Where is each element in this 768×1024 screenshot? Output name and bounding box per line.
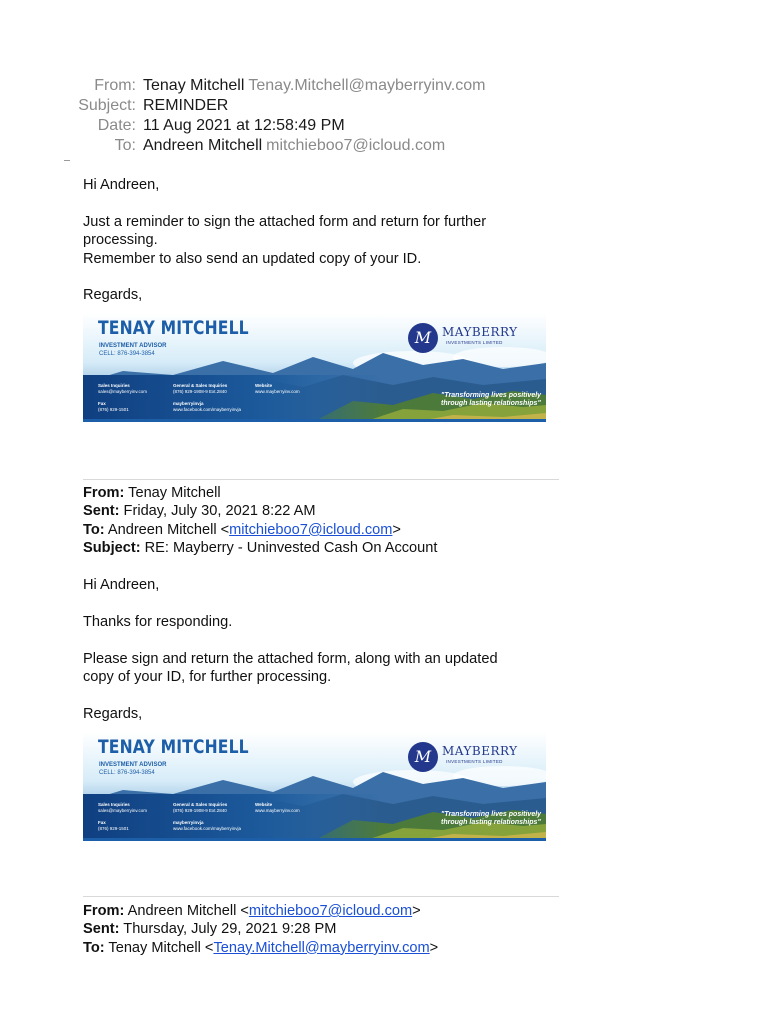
message-2-body xyxy=(83,484,498,723)
mail-icon-label: Sales Inquiries xyxy=(98,383,130,388)
meta-value: Tenay Mitchell xyxy=(128,485,221,501)
to-email[interactable]: mitchieboo7@icloud.com xyxy=(266,137,446,154)
website-link[interactable]: www.mayberryinv.com xyxy=(255,389,300,394)
tagline-line: "Transforming lives positively xyxy=(441,811,542,818)
closing: Regards, xyxy=(83,287,143,304)
signature-cell: CELL: 876-394-3854 xyxy=(99,770,155,776)
fax-info xyxy=(98,820,129,832)
signature-cell: CELL: 876-394-3854 xyxy=(99,351,155,357)
body-line: Remember to also send an updated copy of your ID. xyxy=(83,250,422,267)
website-info xyxy=(255,383,300,395)
subject-label: Subject: xyxy=(78,97,136,114)
social-info xyxy=(173,820,241,832)
general-phone: (876) 929-1908-9 Ext.2840 xyxy=(173,808,227,813)
meta-to xyxy=(83,521,498,539)
meta-value: Thursday, July 29, 2021 9:28 PM xyxy=(123,921,337,938)
meta-value: Andreen Mitchell < xyxy=(127,903,249,919)
from-name: Tenay Mitchell xyxy=(143,77,245,94)
meta-value: Friday, July 30, 2021 8:22 AM xyxy=(123,503,316,520)
meta-value: Tenay Mitchell < xyxy=(108,939,214,956)
greeting: Hi Andreen, xyxy=(83,577,160,594)
subject-value: REMINDER xyxy=(143,97,229,114)
globe-icon-label: Website xyxy=(255,802,273,807)
meta-value: RE: Mayberry - Uninvested Cash On Account xyxy=(144,540,438,557)
body-line: copy of your ID, for further processing. xyxy=(83,669,332,686)
fax-icon-label: Fax xyxy=(98,820,106,825)
meta-value: > xyxy=(429,939,439,956)
social-info xyxy=(173,401,241,413)
email-link[interactable]: mitchieboo7@icloud.com xyxy=(229,521,393,538)
date-value: 11 Aug 2021 at 12:58:49 PM xyxy=(143,117,345,134)
message-1-body xyxy=(83,176,486,305)
meta-label: From: xyxy=(83,903,125,919)
facebook-icon-label: mayberryinvja xyxy=(173,401,204,406)
meta-from xyxy=(83,902,438,920)
sales-email[interactable]: sales@mayberryinv.com xyxy=(98,808,147,813)
fax-number: (876) 929-1501 xyxy=(98,826,129,831)
meta-label: Sent: xyxy=(83,921,120,938)
meta-label: From: xyxy=(83,485,125,501)
sales-email[interactable]: sales@mayberryinv.com xyxy=(98,389,147,394)
closing: Regards, xyxy=(83,705,143,722)
signature-name: TENAY MITCHELL xyxy=(98,317,249,339)
email-link[interactable]: Tenay.Mitchell@mayberryinv.com xyxy=(213,939,430,956)
body-line: Thanks for responding. xyxy=(83,613,233,630)
brand-subtitle: INVESTMENTS LIMITED xyxy=(446,340,503,345)
meta-label: Subject: xyxy=(83,540,141,557)
from-email[interactable]: Tenay.Mitchell@mayberryinv.com xyxy=(248,77,486,94)
mayberry-logo-icon: M xyxy=(408,323,438,353)
meta-value: > xyxy=(392,521,401,538)
facebook-link[interactable]: www.facebook.com/mayberryinvja xyxy=(173,826,242,831)
meta-to xyxy=(83,939,438,957)
meta-value: > xyxy=(412,903,421,919)
signature-name: TENAY MITCHELL xyxy=(98,736,249,758)
email-link[interactable]: mitchieboo7@icloud.com xyxy=(248,903,413,919)
date-label: Date: xyxy=(97,117,136,134)
to-label: To: xyxy=(114,137,136,154)
body-line: processing. xyxy=(83,232,158,249)
email-header xyxy=(0,76,700,156)
tagline-line: "Transforming lives positively xyxy=(441,392,542,399)
general-info xyxy=(173,802,227,814)
fax-info xyxy=(98,401,129,413)
meta-sent xyxy=(83,920,438,938)
facebook-icon-label: mayberryinvja xyxy=(173,820,204,825)
facebook-link[interactable]: www.facebook.com/mayberryinvja xyxy=(173,407,242,412)
meta-value: Andreen Mitchell < xyxy=(107,521,230,538)
tagline-line: through lasting relationships" xyxy=(441,400,541,407)
signature-banner xyxy=(83,732,546,841)
body-line: Please sign and return the attached form, along with an updated xyxy=(83,650,498,667)
meta-label: To: xyxy=(83,939,105,956)
globe-icon-label: Website xyxy=(255,383,273,388)
phone-icon-label: General & Sales Inquiries xyxy=(173,383,228,388)
signature-title: INVESTMENT ADVISOR xyxy=(99,343,167,349)
sales-info xyxy=(98,802,147,814)
tagline xyxy=(441,811,541,827)
header-subject-row xyxy=(0,96,700,116)
signature-banner xyxy=(83,313,546,422)
message-3-body xyxy=(83,902,438,957)
header-to-row xyxy=(0,136,700,156)
brand-name: MAYBERRY xyxy=(442,325,518,339)
header-from-row xyxy=(0,76,700,96)
to-name: Andreen Mitchell xyxy=(143,137,263,154)
sales-info xyxy=(98,383,147,395)
body-line: Just a reminder to sign the attached form and return for further xyxy=(83,213,487,230)
message-separator xyxy=(83,479,559,480)
greeting: Hi Andreen, xyxy=(83,177,160,193)
header-date-row xyxy=(0,116,700,136)
brand-name: MAYBERRY xyxy=(442,744,518,758)
fax-icon-label: Fax xyxy=(98,401,106,406)
general-phone: (876) 929-1908-9 Ext.2840 xyxy=(173,389,227,394)
fax-number: (876) 929-1501 xyxy=(98,407,129,412)
website-info xyxy=(255,802,300,814)
from-label: From: xyxy=(94,77,136,94)
meta-label: Sent: xyxy=(83,503,120,520)
meta-from xyxy=(83,484,498,502)
mayberry-logo-icon: M xyxy=(408,742,438,772)
mail-icon-label: Sales Inquiries xyxy=(98,802,130,807)
message-separator xyxy=(83,896,559,897)
tagline xyxy=(441,392,541,408)
phone-icon-label: General & Sales Inquiries xyxy=(173,802,228,807)
header-divider-mark xyxy=(64,160,70,161)
brand-subtitle: INVESTMENTS LIMITED xyxy=(446,759,503,764)
meta-subject xyxy=(83,539,498,557)
meta-label: To: xyxy=(83,521,105,538)
general-info xyxy=(173,383,227,395)
signature-title: INVESTMENT ADVISOR xyxy=(99,762,167,768)
tagline-line: through lasting relationships" xyxy=(441,819,541,826)
website-link[interactable]: www.mayberryinv.com xyxy=(255,808,300,813)
meta-sent xyxy=(83,502,498,520)
